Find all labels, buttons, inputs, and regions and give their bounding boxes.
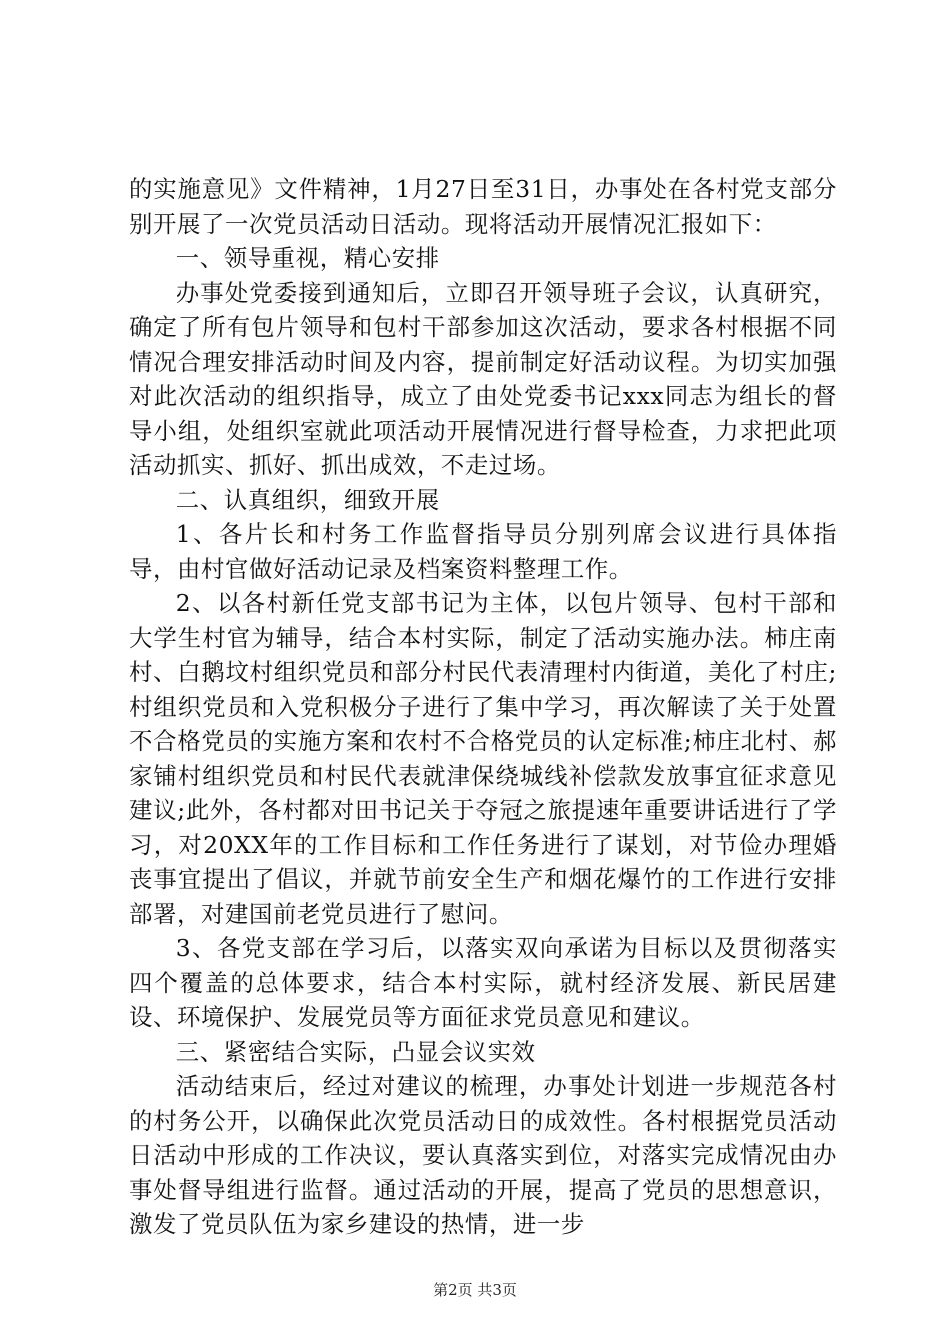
paragraph-item-1: 1、各片长和村务工作监督指导员分别列席会议进行具体指导，由村官做好活动记录及档案资料整理工作。	[129, 520, 837, 583]
paragraph-leadership: 办事处党委接到通知后，立即召开领导班子会议，认真研究，确定了所有包片领导和包村干部参加这次活动，要求各村根据不同情况合理安排活动时间及内容，提前制定好活动议程。为切实加强对此次活动的组织指导，成立了由处党委书记xxx同志为组长的督导小组，处组织室就此项活动开展情况进行督导检查，力求把此项活动抓实、抓好、抓出成效，不走过场。	[129, 278, 837, 479]
document-body	[129, 172, 837, 1242]
paragraph-item-2: 2、以各村新任党支部书记为主体，以包片领导、包村干部和大学生村官为辅导，结合本村实际，制定了活动实施办法。柿庄南村、白鹅坟村组织党员和部分村民代表清理村内街道，美化了村庄;村组织党员和入党积极分子进行了集中学习，再次解读了关于处置不合格党员的实施方案和农村不合格党员的认定标准;柿庄北村、郝家铺村组织党员和村民代表就津保绕城线补偿款发放事宜征求意见建议;此外，各村都对田书记关于夺冠之旅提速年重要讲话进行了学习，对20XX年的工作目标和工作任务进行了谋划，对节俭办理婚丧事宜提出了倡议，并就节前安全生产和烟花爆竹的工作进行安排部署，对建国前老党员进行了慰问。	[129, 589, 837, 928]
section-heading-2: 二、认真组织，细致开展	[175, 485, 440, 514]
paragraph-item-3: 3、各党支部在学习后，以落实双向承诺为目标以及贯彻落实四个覆盖的总体要求，结合本村实际，就村经济发展、新民居建设、环境保护、发展党员等方面征求党员意见和建议。	[129, 934, 837, 1031]
paragraph-continuation: 的实施意见》文件精神，1月27日至31日，办事处在各村党支部分别开展了一次党员活动日活动。现将活动开展情况汇报如下：	[129, 175, 837, 238]
section-heading-3: 三、紧密结合实际，凸显会议实效	[175, 1037, 536, 1066]
section-heading-1: 一、领导重视，精心安排	[175, 244, 440, 272]
paragraph-results: 活动结束后，经过对建议的梳理，办事处计划进一步规范各村的村务公开，以确保此次党员活动日的成效性。各村根据党员活动日活动中形成的工作决议，要认真落实到位，对落实完成情况由办事处督导组进行监督。通过活动的开展，提高了党员的思想意识，激发了党员队伍为家乡建设的热情，进一步	[129, 1072, 837, 1238]
page-number-footer: 第2页 共3页	[433, 1281, 517, 1299]
